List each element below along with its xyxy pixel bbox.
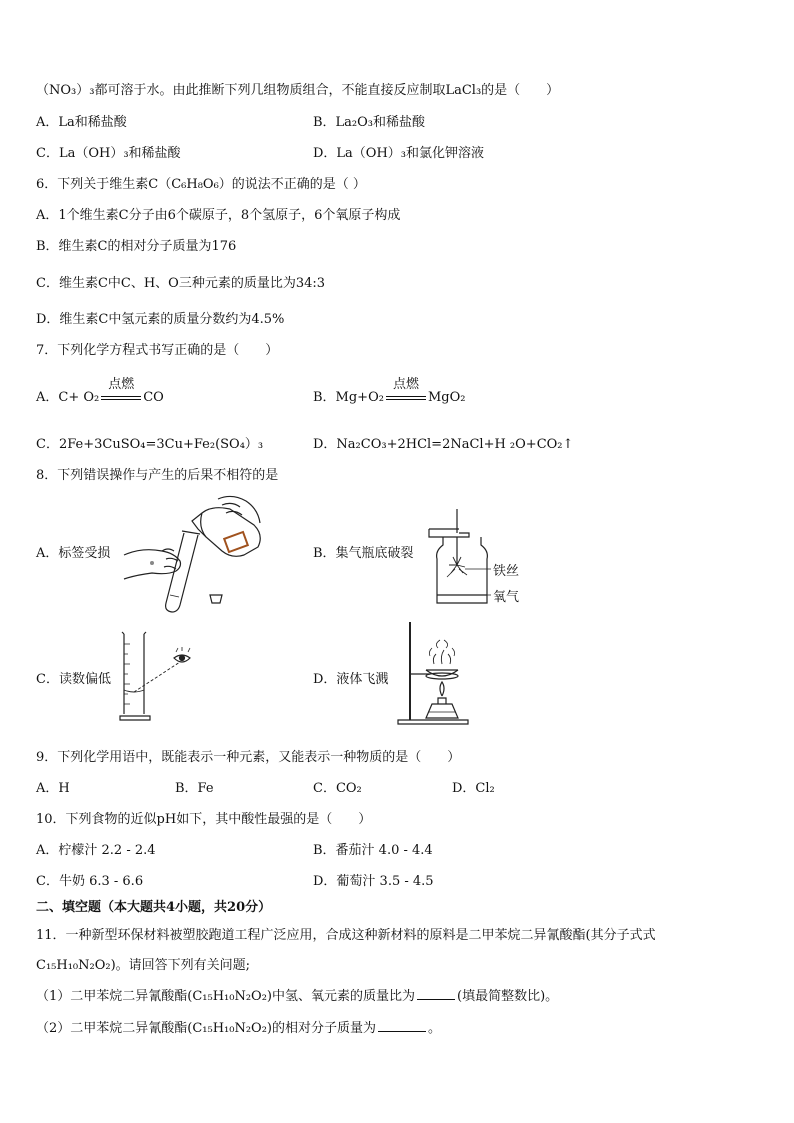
q7-b-condition: 点燃 bbox=[392, 376, 419, 392]
q10-stem: 10．下列食物的近似pH如下，其中酸性最强的是（ ） bbox=[36, 812, 372, 827]
q11-part1 bbox=[36, 987, 558, 1006]
q8-figure-c-cylinder bbox=[118, 630, 198, 722]
q8-figure-b-gas-bottle bbox=[425, 507, 540, 609]
q11-stem-line1: 11．一种新型环保材料被塑胶跑道工程广泛应用，合成这种新材料的原料是二甲苯烷二异氰酸酯(其分子式式 bbox=[36, 928, 656, 943]
q10-option-d[interactable]: D．葡萄汁 3.5 - 4.5 bbox=[313, 874, 434, 889]
q5-option-c[interactable]: C．La（OH）₃和稀盐酸 bbox=[36, 146, 181, 161]
q8-figure-a-pouring bbox=[122, 495, 272, 615]
q7-option-c[interactable]: C．2Fe+3CuSO₄=3Cu+Fe₂(SO₄）₃ bbox=[36, 437, 264, 452]
q11-part1-text: （1）二甲苯烷二异氰酸酯(C₁₅H₁₀N₂O₂)中氢、氧元素的质量比为 bbox=[36, 989, 415, 1004]
q7-b-reaction-sign bbox=[386, 376, 426, 405]
q6-option-b[interactable]: B．维生素C的相对分子质量为176 bbox=[36, 239, 237, 254]
q7-option-a[interactable] bbox=[36, 376, 164, 407]
q7-stem: 7．下列化学方程式书写正确的是（ ） bbox=[36, 343, 279, 358]
q9-option-a[interactable]: A．H bbox=[36, 781, 70, 796]
q10-option-a[interactable]: A．柠檬汁 2.2 - 2.4 bbox=[36, 843, 156, 858]
q5-stem: （NO₃）₃都可溶于水。由此推断下列几组物质组合，不能直接反应制取LaCl₃的是（ ） bbox=[36, 83, 560, 98]
q11-part2-answer-blank[interactable] bbox=[378, 1019, 426, 1032]
q8-option-d[interactable]: D．液体飞溅 bbox=[313, 672, 389, 687]
q5-option-d[interactable]: D．La（OH）₃和氯化钾溶液 bbox=[313, 146, 485, 161]
q10-option-c[interactable]: C．牛奶 6.3 - 6.6 bbox=[36, 874, 144, 889]
q8-option-c[interactable]: C．读数偏低 bbox=[36, 672, 111, 687]
q6-stem: 6．下列关于维生素C（C₆H₈O₆）的说法不正确的是（ ） bbox=[36, 177, 366, 192]
q5-option-a[interactable]: A．La和稀盐酸 bbox=[36, 115, 127, 130]
q7-b-products: MgO₂ bbox=[427, 390, 466, 405]
q6-option-d[interactable]: D．维生素C中氢元素的质量分数约为4.5% bbox=[36, 312, 285, 327]
q9-option-d[interactable]: D．Cl₂ bbox=[452, 781, 495, 796]
q8-option-a[interactable]: A．标签受损 bbox=[36, 546, 111, 561]
q8-b-label-oxygen: 氧气 bbox=[493, 590, 520, 605]
q9-option-c[interactable]: C．CO₂ bbox=[313, 781, 362, 796]
q8-option-b[interactable]: B．集气瓶底破裂 bbox=[313, 546, 414, 561]
q7-a-products: CO bbox=[143, 390, 164, 405]
q7-a-reactants: A．C+ O₂ bbox=[36, 390, 100, 405]
q11-part1-answer-blank[interactable] bbox=[417, 987, 455, 1000]
q11-part2-text: （2）二甲苯烷二异氰酸酯(C₁₅H₁₀N₂O₂)的相对分子质量为 bbox=[36, 1021, 376, 1036]
q7-option-b[interactable] bbox=[313, 376, 466, 407]
q8-stem: 8．下列错误操作与产生的后果不相符的是 bbox=[36, 468, 279, 483]
q9-option-b[interactable]: B．Fe bbox=[175, 781, 214, 796]
q6-option-c[interactable]: C．维生素C中C、H、O三种元素的质量比为34:3 bbox=[36, 276, 326, 291]
q11-part2-suffix: 。 bbox=[428, 1021, 442, 1036]
q8-figure-d-evaporation bbox=[394, 620, 474, 728]
q6-option-a[interactable]: A．1个维生素C分子由6个碳原子，8个氢原子，6个氧原子构成 bbox=[36, 208, 401, 223]
q7-option-d[interactable]: D．Na₂CO₃+2HCl=2NaCl+H ₂O+CO₂↑ bbox=[313, 437, 574, 452]
q10-option-b[interactable]: B．番茄汁 4.0 - 4.4 bbox=[313, 843, 433, 858]
q7-b-reactants: B．Mg+O₂ bbox=[313, 390, 384, 405]
q9-stem: 9．下列化学用语中，既能表示一种元素，又能表示一种物质的是（ ） bbox=[36, 750, 461, 765]
q11-part2 bbox=[36, 1019, 441, 1038]
q8-b-label-wire: 铁丝 bbox=[493, 564, 520, 579]
section-fill-in-heading: 二、填空题（本大题共4小题，共20分） bbox=[36, 900, 272, 915]
q7-a-reaction-sign bbox=[101, 376, 141, 405]
q5-option-b[interactable]: B．La₂O₃和稀盐酸 bbox=[313, 115, 426, 130]
q11-stem-line2: C₁₅H₁₀N₂O₂)。请回答下列有关问题; bbox=[36, 958, 251, 973]
q7-a-condition: 点燃 bbox=[108, 376, 135, 392]
q11-part1-suffix: (填最简整数比)。 bbox=[457, 989, 559, 1004]
